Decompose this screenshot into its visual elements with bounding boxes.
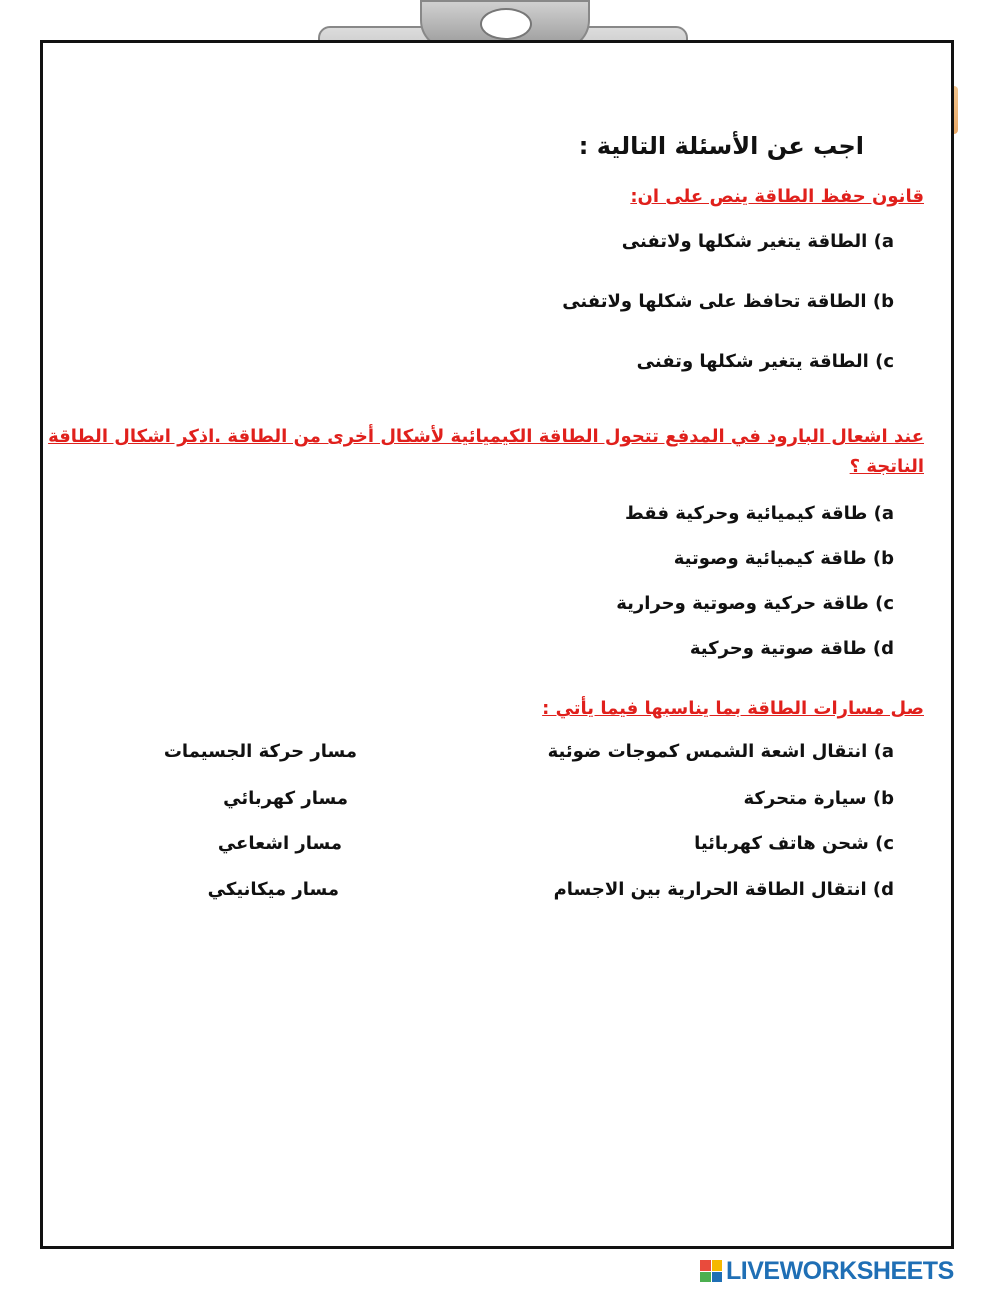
- q3-item-d[interactable]: d) انتقال الطاقة الحرارية بين الاجسام: [553, 879, 894, 900]
- q3-match-3[interactable]: مسار اشعاعي: [217, 833, 342, 854]
- q1-option-c[interactable]: c) الطاقة يتغير شكلها وتفنى: [636, 351, 894, 372]
- q1-option-a[interactable]: a) الطاقة يتغير شكلها ولاتفنى: [621, 231, 894, 252]
- brand-name: LIVEWORKSHEETS: [726, 1256, 954, 1285]
- q2-option-b[interactable]: b) طاقة كيميائية وصوتية: [673, 548, 894, 569]
- q1-option-b[interactable]: b) الطاقة تحافظ على شكلها ولاتفنى: [562, 291, 894, 312]
- q3-match-4[interactable]: مسار ميكانيكي: [207, 879, 339, 900]
- clip-hole: [480, 8, 532, 40]
- question-3-prompt: صل مسارات الطاقة بما يناسبها فيما يأتي :: [542, 698, 924, 719]
- q3-item-a[interactable]: a) انتقال اشعة الشمس كموجات ضوئية: [547, 741, 894, 762]
- question-1-prompt: قانون حفظ الطاقة ينص على ان:: [630, 186, 924, 207]
- q3-match-2[interactable]: مسار كهربائي: [223, 788, 348, 809]
- q2-option-a[interactable]: a) طاقة كيميائية وحركية فقط: [625, 503, 894, 524]
- question-2-prompt-line-1: عند اشعال البارود في المدفع تتحول الطاقة الكيميائية لأشكال أخرى من الطاقة .اذكر اشكال الطاقة: [48, 426, 924, 447]
- q2-option-d[interactable]: d) طاقة صوتية وحركية: [689, 638, 894, 659]
- liveworksheets-logo: [700, 1258, 954, 1284]
- question-2-prompt-line-2: الناتجة ؟: [849, 456, 924, 477]
- q3-item-b[interactable]: b) سيارة متحركة: [743, 788, 894, 809]
- q3-item-c[interactable]: c) شحن هاتف كهربائيا: [694, 833, 894, 854]
- page-title: اجب عن الأسئلة التالية :: [578, 132, 864, 160]
- q3-match-1[interactable]: مسار حركة الجسيمات: [163, 741, 357, 762]
- liveworksheets-logo-icon: [700, 1260, 722, 1282]
- q2-option-c[interactable]: c) طاقة حركية وصوتية وحرارية: [616, 593, 894, 614]
